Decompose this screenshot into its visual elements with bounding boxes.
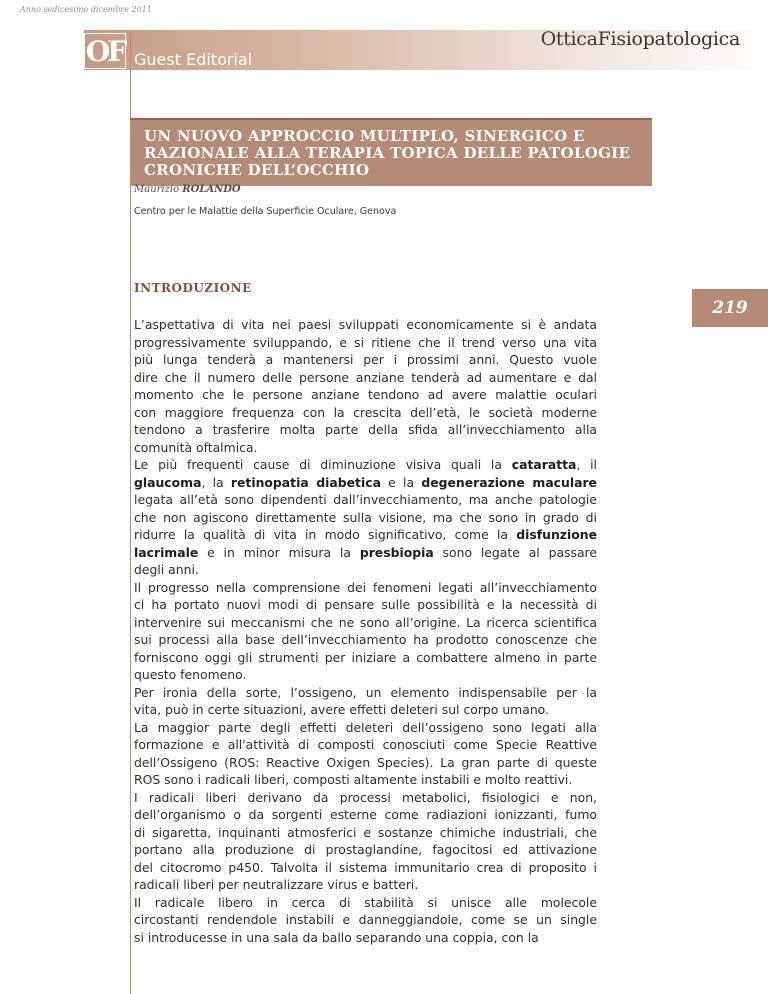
body-line xyxy=(134,771,597,789)
emphasis-term: presbiopia xyxy=(359,544,434,560)
text-run: questo fenomeno. xyxy=(134,667,247,682)
text-run: sono legate al passare xyxy=(433,544,598,560)
text-run: forniscono oggi gli strumenti per iniziare a combattere almeno in parte xyxy=(134,649,597,665)
emphasis-term: lacrimale xyxy=(134,544,199,560)
body-line xyxy=(134,859,597,877)
text-run: I radicali liberi derivano da processi metabolici, fisiologici e non, xyxy=(134,789,597,805)
body-line xyxy=(134,911,597,929)
body-line xyxy=(134,894,597,912)
text-run: Il progresso nella comprensione dei fenomeni legati all’invecchiamento xyxy=(134,579,597,595)
text-run: L’aspettativa di vita nei paesi sviluppati economicamente si è andata xyxy=(134,317,597,332)
article-title-box xyxy=(130,118,652,186)
text-run: vita, può in certe situazioni, avere effetti deleteri sul corpo umano. xyxy=(134,702,549,717)
author-first-name: Maurizio xyxy=(134,184,180,195)
body-line xyxy=(134,386,597,404)
emphasis-term: degenerazione maculare xyxy=(421,474,597,490)
text-run: con maggiore frequenza con la crescita dell’età, le società moderne xyxy=(134,404,597,420)
article-body xyxy=(134,316,597,946)
author xyxy=(134,184,241,195)
body-line xyxy=(134,474,597,492)
body-line xyxy=(134,929,597,947)
body-line xyxy=(134,596,597,614)
text-run: che non agiscono direttamente sulla visione, ma che sono in grado di xyxy=(134,509,597,525)
text-run: tendono a trasferire molta parte della sfida all’invecchiamento alla xyxy=(134,422,597,437)
emphasis-term: glaucoma xyxy=(134,474,202,490)
text-run: , la xyxy=(201,474,231,490)
section-label: Guest Editorial xyxy=(134,50,253,69)
text-run: del citocromo p450. Talvolta il sistema immunitario crea di proposito i xyxy=(134,859,597,875)
text-run: ROS sono i radicali liberi, composti altamente instabili e molto reattivi. xyxy=(134,772,573,787)
title-line: RAZIONALE ALLA TERAPIA TOPICA DELLE PATOLOGIE xyxy=(144,144,631,162)
body-line xyxy=(134,789,597,807)
text-run: , il xyxy=(576,457,598,472)
body-line xyxy=(134,876,597,894)
issue-date: Anno sedicesimo dicembre 2011 xyxy=(20,5,152,14)
body-line xyxy=(134,614,597,632)
text-run: dell’organismo o da sorgenti esterne come radiazioni ionizzanti, fumo xyxy=(134,807,597,822)
text-run: momento che le persone anziane tendono ad avere malattie oculari xyxy=(134,387,597,402)
page-number: 219 xyxy=(692,289,768,327)
body-line xyxy=(134,369,597,387)
text-run: radicali liberi per neutralizzare virus e batteri. xyxy=(134,877,419,892)
journal-logo: OF xyxy=(85,34,125,68)
text-run: portano alla produzione di prostaglandine, fagocitosi ed attivazione xyxy=(134,842,597,857)
body-line xyxy=(134,631,597,649)
text-run: progressivamente sviluppando, e si ritiene che il trend verso una vita xyxy=(134,334,597,350)
author-last-name: ROLANDO xyxy=(182,184,241,195)
body-line xyxy=(134,334,597,352)
emphasis-term: cataratta xyxy=(511,457,577,472)
body-line xyxy=(134,701,597,719)
title-line: UN NUOVO APPROCCIO MULTIPLO, SINERGICO E xyxy=(144,127,585,145)
text-run: comunità oftalmica. xyxy=(134,439,258,455)
journal-name: OtticaFisiopatologica xyxy=(540,28,740,50)
body-line xyxy=(134,736,597,754)
body-line xyxy=(134,579,597,597)
body-line xyxy=(134,456,597,474)
title-line: CRONICHE DELL’OCCHIO xyxy=(144,161,370,179)
body-line xyxy=(134,824,597,842)
emphasis-term: disfunzione xyxy=(516,527,597,542)
body-line xyxy=(134,684,597,702)
text-run: più lunga tenderà a mantenersi per i prossimi anni. Questo vuole xyxy=(134,352,597,367)
text-run: degli anni. xyxy=(134,562,199,577)
body-line xyxy=(134,666,597,684)
affiliation: Centro per le Malattie della Superficie Oculare, Genova xyxy=(134,206,397,217)
body-line xyxy=(134,491,597,509)
body-line xyxy=(134,351,597,369)
body-line xyxy=(134,404,597,422)
body-line xyxy=(134,509,597,527)
text-run: e in minor misura la xyxy=(198,544,360,560)
section-heading: INTRODUZIONE xyxy=(134,281,252,295)
body-line xyxy=(134,561,597,579)
text-run: si introducesse in una sala da ballo separando una coppia, con la xyxy=(134,929,539,945)
body-line xyxy=(134,316,597,334)
body-line xyxy=(134,544,597,562)
text-run: dell’Ossigeno (ROS: Reactive Oxigen Species). La gran parte di queste xyxy=(134,754,597,770)
body-line xyxy=(134,421,597,439)
text-run: dire che il numero delle persone anziane tenderà ad aumentare e dal xyxy=(134,369,597,385)
text-run: Il radicale libero in cerca di stabilità si unisce alle molecole xyxy=(134,894,597,910)
text-run: intervenire sui meccanismi che ne sono all’origine. La ricerca scientifica xyxy=(134,614,597,630)
text-run: e la xyxy=(380,474,422,490)
body-line xyxy=(134,754,597,772)
text-run: ci ha portato nuovi modi di pensare sulle possibilità e la necessità di xyxy=(134,597,597,612)
body-line xyxy=(134,719,597,737)
body-line xyxy=(134,806,597,824)
text-run: circostanti rendendole instabili e danneggiandole, come se un single xyxy=(134,912,597,927)
text-run: sui processi alla base dell’invecchiamento ha prodotto conoscenze che xyxy=(134,632,597,647)
body-line xyxy=(134,841,597,859)
text-run: Le più frequenti cause di diminuzione visiva quali la xyxy=(134,457,512,472)
text-run: La maggior parte degli effetti deleteri dell’ossigeno sono legati alla xyxy=(134,719,597,735)
text-run: ridurre la qualità di vita in modo significativo, come la xyxy=(134,527,517,542)
body-line xyxy=(134,526,597,544)
body-line xyxy=(134,439,597,457)
body-line xyxy=(134,649,597,667)
emphasis-term: retinopatia diabetica xyxy=(230,474,381,490)
text-run: di sigaretta, inquinanti atmosferici e sostanze chimiche industriali, che xyxy=(134,824,597,840)
text-run: Per ironia della sorte, l’ossigeno, un elemento indispensabile per la xyxy=(134,684,597,700)
text-run: formazione e all'attività di composti conosciuti come Specie Reattive xyxy=(134,737,597,752)
text-run: legata all’età sono dipendenti dall’invecchiamento, ma anche patologie xyxy=(134,492,597,507)
article-title xyxy=(144,128,652,179)
